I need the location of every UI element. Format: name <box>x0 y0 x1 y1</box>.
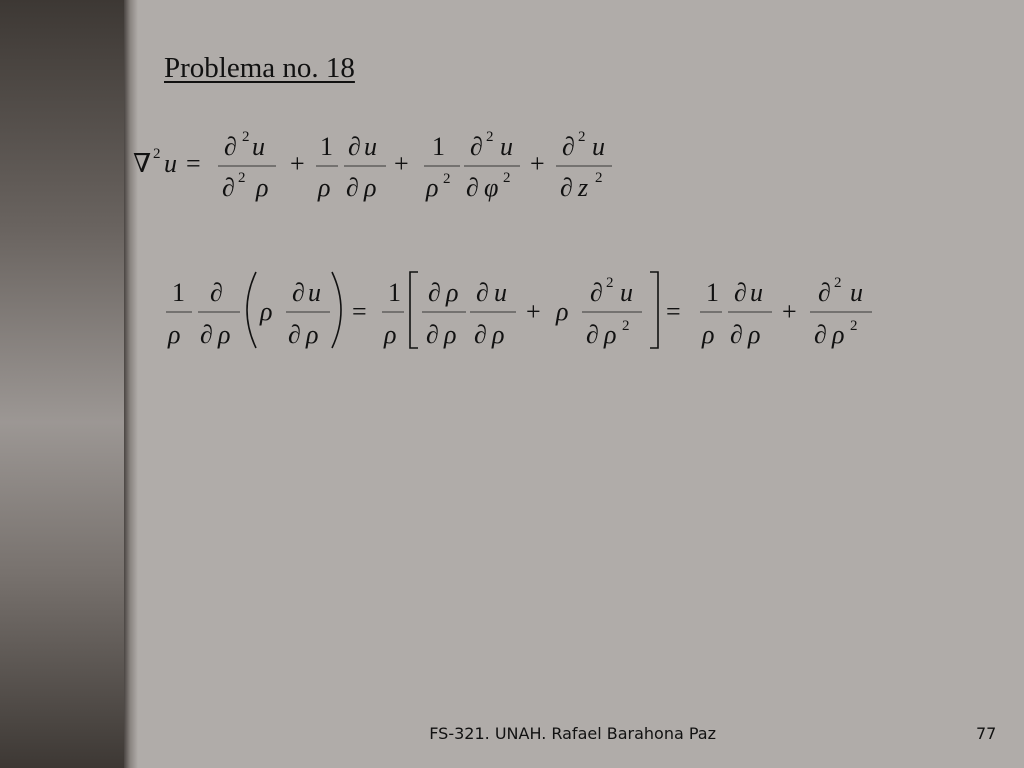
svg-text:∂: ∂ <box>814 320 827 349</box>
svg-text:∂: ∂ <box>562 132 575 161</box>
equation-laplacian <box>133 129 612 202</box>
svg-text:=: = <box>186 149 201 178</box>
svg-text:ρ: ρ <box>426 173 439 202</box>
svg-text:1: 1 <box>432 132 445 161</box>
svg-text:2: 2 <box>443 171 451 187</box>
svg-text:2: 2 <box>578 129 586 145</box>
svg-text:∂: ∂ <box>476 278 489 307</box>
svg-text:=: = <box>666 297 681 326</box>
svg-text:2: 2 <box>850 318 858 334</box>
footer-text: FS-321. UNAH. Rafael Barahona Paz <box>429 724 716 743</box>
svg-text:2: 2 <box>834 275 842 291</box>
svg-text:ρ: ρ <box>384 320 397 349</box>
svg-text:ρ: ρ <box>446 278 459 307</box>
svg-text:+: + <box>394 149 409 178</box>
svg-text:ρ: ρ <box>218 320 231 349</box>
svg-text:u: u <box>494 278 507 307</box>
svg-text:∂: ∂ <box>560 173 573 202</box>
page-number: 77 <box>976 724 997 743</box>
svg-text:∂: ∂ <box>734 278 747 307</box>
svg-text:2: 2 <box>622 318 630 334</box>
svg-text:1: 1 <box>172 278 185 307</box>
svg-text:∂: ∂ <box>590 278 603 307</box>
svg-text:∂: ∂ <box>474 320 487 349</box>
svg-text:+: + <box>782 297 797 326</box>
svg-text:ρ: ρ <box>556 297 569 326</box>
svg-text:ρ: ρ <box>260 297 273 326</box>
svg-text:u: u <box>164 149 177 178</box>
svg-text:u: u <box>500 132 513 161</box>
svg-text:2: 2 <box>242 129 250 145</box>
svg-text:u: u <box>364 132 377 161</box>
svg-text:∂: ∂ <box>818 278 831 307</box>
svg-text:ρ: ρ <box>306 320 319 349</box>
svg-text:∂: ∂ <box>200 320 213 349</box>
svg-text:1: 1 <box>320 132 333 161</box>
svg-text:2: 2 <box>153 146 161 162</box>
svg-text:ρ: ρ <box>492 320 505 349</box>
svg-text:u: u <box>308 278 321 307</box>
equation-radial-expansion <box>166 272 872 349</box>
svg-text:∂: ∂ <box>346 173 359 202</box>
svg-text:∂: ∂ <box>222 173 235 202</box>
svg-text:1: 1 <box>706 278 719 307</box>
svg-text:u: u <box>252 132 265 161</box>
svg-text:∂: ∂ <box>470 132 483 161</box>
svg-text:∂: ∂ <box>210 278 223 307</box>
svg-text:ρ: ρ <box>702 320 715 349</box>
slide-title: Problema no. 18 <box>164 52 355 84</box>
svg-text:2: 2 <box>238 170 246 186</box>
svg-text:ρ: ρ <box>168 320 181 349</box>
svg-text:1: 1 <box>388 278 401 307</box>
svg-text:ρ: ρ <box>748 320 761 349</box>
svg-text:ρ: ρ <box>832 320 845 349</box>
svg-text:∂: ∂ <box>292 278 305 307</box>
svg-text:+: + <box>530 149 545 178</box>
svg-text:φ: φ <box>484 173 499 202</box>
svg-text:u: u <box>850 278 863 307</box>
svg-text:ρ: ρ <box>256 173 269 202</box>
svg-text:=: = <box>352 297 367 326</box>
svg-text:+: + <box>290 149 305 178</box>
svg-text:∂: ∂ <box>428 278 441 307</box>
svg-text:2: 2 <box>503 170 511 186</box>
svg-text:∂: ∂ <box>730 320 743 349</box>
svg-text:ρ: ρ <box>444 320 457 349</box>
svg-text:u: u <box>620 278 633 307</box>
svg-text:u: u <box>592 132 605 161</box>
svg-text:2: 2 <box>595 170 603 186</box>
svg-text:∂: ∂ <box>348 132 361 161</box>
svg-text:2: 2 <box>606 275 614 291</box>
svg-text:∂: ∂ <box>288 320 301 349</box>
svg-text:∂: ∂ <box>426 320 439 349</box>
svg-text:2: 2 <box>486 129 494 145</box>
svg-text:∇: ∇ <box>133 149 152 178</box>
svg-text:ρ: ρ <box>318 173 331 202</box>
svg-text:u: u <box>750 278 763 307</box>
svg-text:ρ: ρ <box>604 320 617 349</box>
svg-text:+: + <box>526 297 541 326</box>
svg-text:∂: ∂ <box>466 173 479 202</box>
svg-text:ρ: ρ <box>364 173 377 202</box>
svg-text:z: z <box>578 173 589 202</box>
svg-text:∂: ∂ <box>586 320 599 349</box>
svg-text:∂: ∂ <box>224 132 237 161</box>
